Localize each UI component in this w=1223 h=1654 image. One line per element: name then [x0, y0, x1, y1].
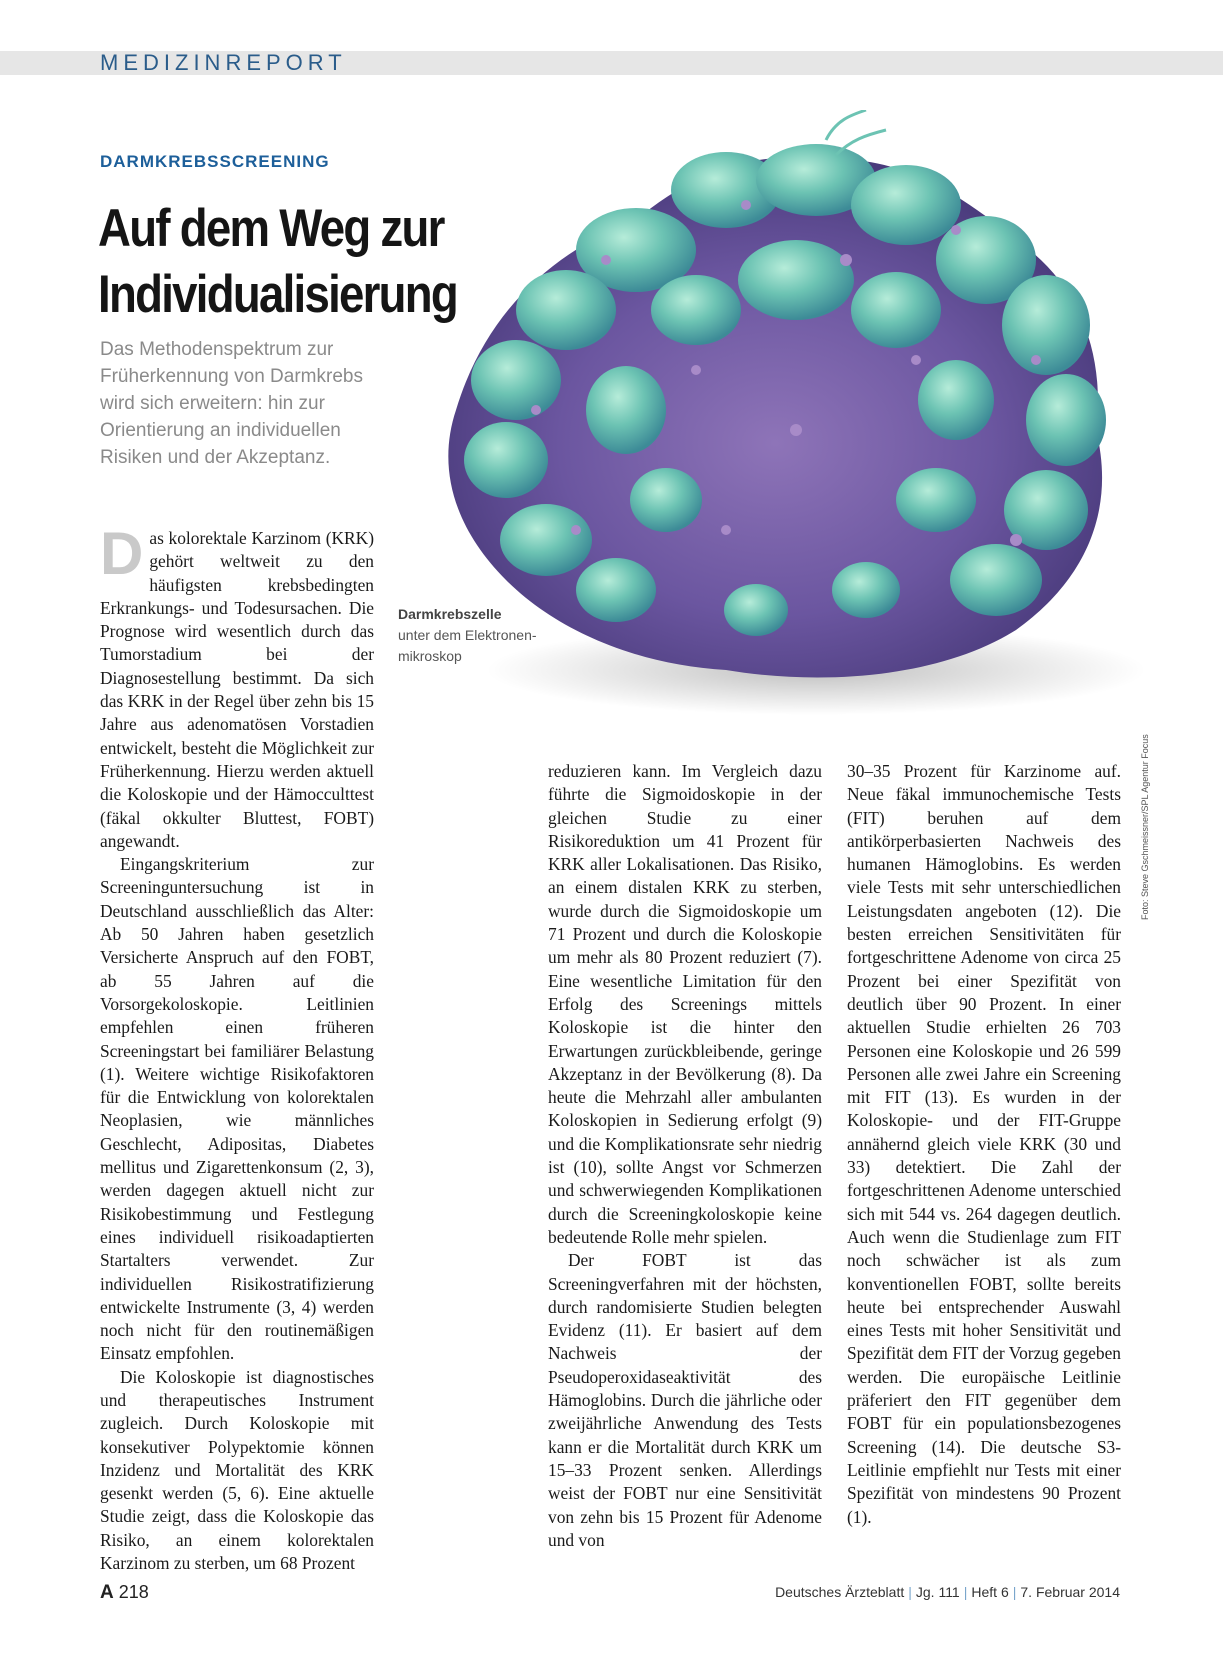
- headline-line-2: Individualisierung: [98, 265, 458, 324]
- paragraph-text: as kolorektale Karzinom (KRK) gehört weltweit zu den häufigsten krebsbedingten Erkrankungs- und Todesursachen. Die Prognose wird wesentlich durch das Tumorstadium bei der Diagnosestellung bestimmt. Da sich das KRK in der Regel über zehn bis 15 Jahre aus adenomatösen Vorstadien entwickelt, besteht die Möglichkeit zur Früherkennung. Hierzu werden aktuell die Koloskopie und der Hämocculttest (fäkal okkulter Bluttest, FOBT) angewandt.: [100, 528, 374, 851]
- text-column-3: [847, 760, 1121, 1529]
- section-label: MEDIZINREPORT: [100, 50, 347, 75]
- paragraph: Die Koloskopie ist diagnostisches und therapeutisches Instrument zugleich. Durch Koloskopie mit konsekutiver Polypektomie können Inzidenz und Mortalität des KRK gesenkt werden (5, 6). Eine aktuelle Studie zeigt, dass die Koloskopie das Risiko, an einem kolorektalen Karzinom zu sterben, um 68 Prozent: [100, 1366, 374, 1574]
- journal-footer: [775, 1584, 1120, 1600]
- paragraph: Eingangskriterium zur Screeninguntersuchung ist in Deutschland ausschließlich das Alter: Ab 50 Jahren haben gesetzlich Versicherte Anspruch auf den FOBT, ab 55 Jahren auf die Vorsorgekoloskopie. Leitlinien empfehlen einen früheren Screeningstart bei familiärer Belastung (1). Weitere wichtige Risikofaktoren für die Entwicklung von kolorektalen Neoplasien, wie männliches Geschlecht, Adipositas, Diabetes mellitus und Zigarettenkonsum (2, 3), werden dagegen aktuell nicht zur Risikobestimmung und Festlegung eines individuell risikoadaptierten Startalters verwendet. Zur individuellen Risikostratifizierung entwickelte Instrumente (3, 4) werden noch nicht für den routinemäßigen Einsatz empfohlen.: [100, 854, 374, 1364]
- paragraph: 30–35 Prozent für Karzinome auf. Neue fäkal immunochemische Tests (FIT) beruhen auf dem antikörperbasierten Nachweis des humanen Hämoglobins. Es werden viele Tests mit sehr unterschiedlichen Leistungsdaten angeboten (12). Die besten erreichen Sensitivitäten für fortgeschrittene Adenome von circa 25 Prozent bei einer Spezifität von deutlich über 90 Prozent. In einer aktuellen Studie erhielten 26 703 Personen eine Koloskopie und 26 599 Personen alle zwei Jahre ein Screening mit FIT (13). Es wurden in der Koloskopie- und der FIT-Gruppe annähernd gleich viele KRK (30 und 33) detektiert. Die Zahl der fortgeschrittenen Adenome unterschied sich mit 544 vs. 264 dagegen deutlich. Auch wenn die Studienlage zum FIT noch schwächer ist als zum konventionellen FOBT, sollte bereits heute bei entsprechender Auswahl eines Tests mit hoher Sensitivität und Spezifität dem FIT der Vorzug gegeben werden. Die europäische Leitlinie präferiert den FIT gegenüber dem FOBT für ein populationsbezogenes Screening (14). Die deutsche S3-Leitlinie empfiehlt nur Tests mit einer Spezifität von mindestens 90 Prozent (1).: [847, 761, 1121, 1527]
- lead-line: wird sich erweitern: hin zur: [100, 393, 325, 414]
- journal-date: 7. Februar 2014: [1020, 1584, 1120, 1600]
- lead-line: Risiken und der Akzeptanz.: [100, 447, 331, 468]
- journal-name: Deutsches Ärzteblatt: [775, 1584, 905, 1600]
- page-number: [100, 1582, 149, 1604]
- lead-line: Das Methodenspektrum zur: [100, 339, 334, 360]
- separator: |: [963, 1584, 968, 1600]
- headline-line-1: Auf dem Weg zur: [98, 199, 444, 258]
- separator: |: [1012, 1584, 1017, 1600]
- caption-title: Darmkrebszelle: [398, 606, 502, 622]
- paragraph: [100, 520, 374, 853]
- lead-line: Früherkennung von Darmkrebs: [100, 366, 363, 387]
- journal-volume: Jg. 111: [915, 1584, 960, 1600]
- paragraph: Der FOBT ist das Screeningverfahren mit der höchsten, durch randomisierte Studien belegten Evidenz (11). Er basiert auf dem Nachweis der Pseudoperoxidaseaktivität des Hämoglobins. Durch die jährliche oder zweijährliche Anwendung des Tests kann er die Mortalität durch KRK um 15–33 Prozent senken. Allerdings weist der FOBT nur eine Sensitivität von zehn bis 15 Prozent für Adenome und von: [548, 1250, 822, 1550]
- text-column-2: [548, 760, 822, 1552]
- photo-credit: Foto: Steve Gschmeissner/SPL Agentur Focus: [1140, 734, 1150, 920]
- article-kicker: DARMKREBSSCREENING: [100, 152, 330, 171]
- paragraph: reduzieren kann. Im Vergleich dazu führte die Sigmoidoskopie in der gleichen Studie zu einer Risikoreduktion um 41 Prozent für KRK aller Lokalisationen. Das Risiko, an einem distalen KRK zu sterben, wurde durch die Sigmoidoskopie um 71 Prozent und durch die Koloskopie um mehr als 80 Prozent reduziert (7). Eine wesentliche Limitation für den Erfolg des Screenings mittels Koloskopie ist die hinter den Erwartungen zurückbleibende, geringe Akzeptanz in der Bevölkerung (8). Da heute die Mehrzahl aller ambulanten Koloskopien in Sedierung erfolgt (9) und die Komplikationsrate sehr niedrig ist (10), sollte Angst vor Schmerzen und schwerwiegenden Komplikationen durch die Screeningkoloskopie keine bedeutende Rolle mehr spielen.: [548, 761, 822, 1247]
- lead-line: Orientierung an individuellen: [100, 420, 341, 441]
- journal-issue: Heft 6: [971, 1584, 1009, 1600]
- separator: |: [908, 1584, 912, 1600]
- image-caption: [398, 604, 558, 667]
- caption-body: unter dem Elektronen-mikroskop: [398, 627, 537, 664]
- page-number-value: 218: [118, 1582, 149, 1602]
- text-column-1: [100, 520, 374, 1575]
- page-prefix: A: [100, 1582, 114, 1603]
- drop-cap: D: [100, 520, 144, 587]
